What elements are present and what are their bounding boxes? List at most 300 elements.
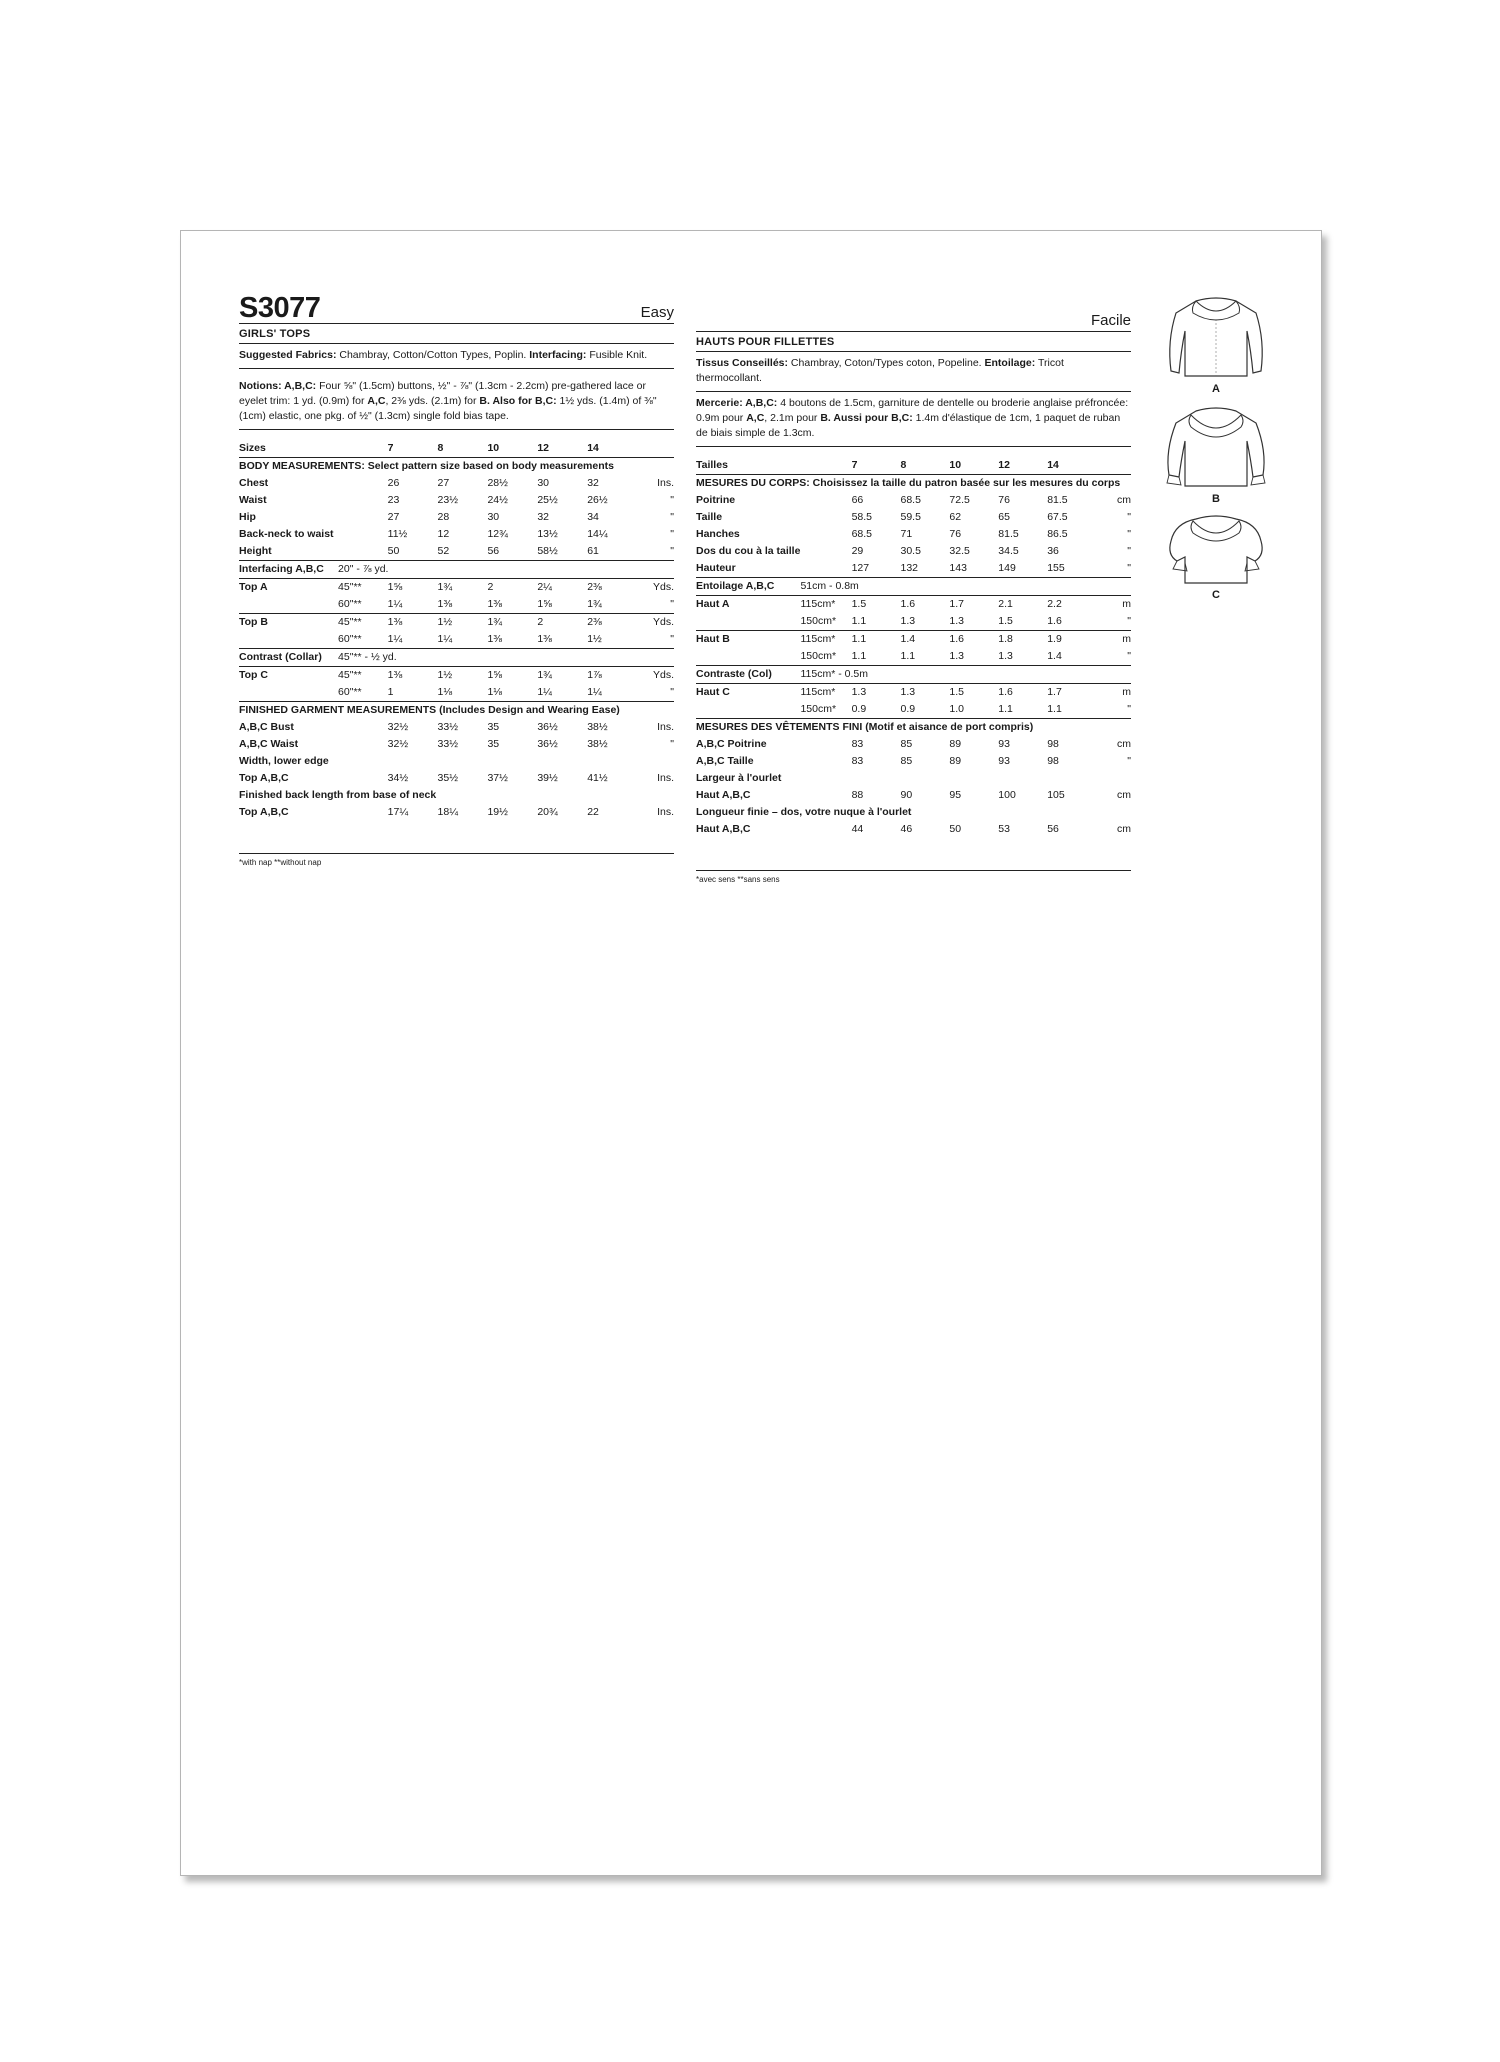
row-label: A,B,C Bust — [239, 721, 294, 733]
table-cell: 100 — [998, 789, 1016, 801]
table-cell: 89 — [949, 738, 962, 750]
fabric-width — [800, 753, 851, 770]
table-cell: 1.4 — [900, 631, 949, 649]
notions-b-fr: B. Aussi pour B,C: — [820, 412, 913, 424]
fabric-width — [338, 770, 388, 787]
row-label: Height — [239, 543, 338, 561]
table-cell: 68.5 — [851, 528, 873, 540]
table-row — [696, 631, 1131, 649]
table-cell: 1⅛ — [487, 684, 537, 702]
row-label — [696, 613, 800, 631]
spacer — [338, 440, 388, 458]
unit-cell: Yds. — [637, 614, 674, 632]
table-cell: 149 — [998, 560, 1047, 578]
table-cell: 24½ — [487, 494, 508, 506]
size-number: 7 — [852, 457, 901, 475]
size-number: 12 — [998, 457, 1047, 475]
table-cell: 1⅜ — [438, 596, 488, 614]
table-row — [239, 509, 674, 526]
row-label: Contraste (Col) — [696, 666, 800, 684]
table-row — [239, 667, 674, 685]
notions — [239, 369, 674, 430]
size-number: 12 — [537, 440, 587, 458]
fabric-width: 150cm* — [800, 701, 851, 719]
table-cell: 22 — [587, 806, 599, 818]
table-cell: 1½ — [437, 669, 453, 681]
table-cell: 28 — [437, 511, 450, 523]
table-cell: 1¾ — [487, 614, 537, 632]
row-label: Haut C — [696, 686, 730, 698]
table-cell: 1.3 — [851, 686, 867, 698]
table-cell: 52 — [438, 543, 488, 561]
table-cell: 58½ — [537, 543, 587, 561]
table-cell: 132 — [900, 560, 949, 578]
size-number: 8 — [900, 457, 949, 475]
unit-cell: " — [670, 494, 674, 506]
table-row — [696, 560, 1131, 578]
table-cell: 88 — [851, 789, 864, 801]
table-row — [239, 649, 674, 667]
table-cell: 1¾ — [537, 669, 552, 681]
table-cell: 1.5 — [852, 596, 901, 614]
table-cell: 29 — [851, 545, 864, 557]
fabric-width — [800, 526, 851, 543]
table-cell: 50 — [388, 543, 438, 561]
section-header-text: FINISHED GARMENT MEASUREMENTS (Includes Design and Wearing Ease) — [239, 704, 620, 716]
unit-cell: " — [1096, 648, 1131, 666]
table-cell: 36½ — [537, 721, 558, 733]
fabric-width: 150cm* — [800, 613, 851, 631]
size-number: 7 — [388, 440, 438, 458]
table-cell: 1.8 — [998, 631, 1047, 649]
table-cell: 61 — [587, 543, 637, 561]
view-c-sketch — [1161, 511, 1271, 621]
unit-cell: m — [1096, 596, 1131, 614]
table-cell: 23½ — [437, 494, 458, 506]
fabric-width — [338, 543, 388, 561]
table-cell: 1⅛ — [438, 684, 488, 702]
view-a-label: A — [1212, 383, 1220, 395]
english-subtitle: GIRLS' TOPS — [239, 324, 674, 344]
table-cell: 18¼ — [437, 806, 458, 818]
table-cell: 32½ — [387, 721, 409, 733]
table-cell: 1.3 — [949, 648, 998, 666]
row-label: Chest — [239, 477, 269, 489]
table-cell: 105 — [1047, 789, 1065, 801]
row-label: A,B,C Poitrine — [696, 738, 767, 750]
table-cell: 26 — [387, 477, 400, 489]
unit-cell: cm — [1117, 738, 1131, 750]
table-cell: 1¼ — [587, 684, 637, 702]
table-cell: 1.1 — [900, 648, 949, 666]
row-label: Hanches — [696, 528, 740, 540]
table-cell: 68.5 — [900, 494, 921, 506]
notions-text-fr: , 2.1m pour — [764, 412, 821, 424]
row-label: Haut B — [696, 631, 800, 649]
table-cell: 2.1 — [998, 596, 1047, 614]
table-cell: 1.6 — [949, 631, 998, 649]
unit-cell: " — [670, 738, 674, 750]
table-cell: 34½ — [387, 772, 409, 784]
row-label — [239, 596, 338, 614]
table-cell: 1¼ — [388, 631, 438, 649]
table-cell: 41½ — [587, 772, 608, 784]
table-row — [239, 614, 674, 632]
table-cell: 81.5 — [1047, 494, 1068, 506]
table-cell: 98 — [1047, 738, 1059, 750]
fabric-width: 150cm* — [800, 648, 851, 666]
table-cell: 30.5 — [900, 545, 921, 557]
table-cell: 1.1 — [852, 631, 901, 649]
pattern-envelope-back — [180, 230, 1322, 1876]
section-header — [239, 702, 674, 720]
table-cell: 66 — [851, 494, 864, 506]
table-cell: 1¼ — [438, 631, 488, 649]
row-label — [239, 631, 338, 649]
unit-cell: " — [670, 511, 674, 523]
row-value: 20" - ⅞ yd. — [338, 561, 674, 579]
fabrics-text: Chambray, Cotton/Cotton Types, Poplin. — [336, 349, 530, 361]
fabric-width — [800, 509, 851, 526]
table-cell: 32 — [537, 511, 550, 523]
row-value: 115cm* - 0.5m — [800, 666, 1131, 684]
table-cell: 67.5 — [1047, 511, 1068, 523]
section-header-text: Width, lower edge — [239, 755, 329, 767]
table-cell: 2 — [537, 614, 587, 632]
table-cell: 35½ — [437, 772, 458, 784]
table-cell: 62 — [949, 511, 962, 523]
table-cell: 93 — [998, 738, 1010, 750]
table-row — [696, 666, 1131, 684]
row-label: Top A — [239, 579, 338, 597]
section-header-text: MESURES DU CORPS: Choisissez la taille du patron basée sur les mesures du corps — [696, 477, 1121, 489]
table-cell: 1.3 — [900, 613, 949, 631]
table-cell: 1.9 — [1047, 631, 1096, 649]
table-cell: 32.5 — [949, 545, 970, 557]
table-cell: 36 — [1047, 545, 1059, 557]
table-cell: 95 — [949, 789, 962, 801]
unit-cell: " — [1127, 755, 1131, 767]
table-cell: 1.7 — [949, 596, 998, 614]
table-row — [696, 492, 1131, 509]
table-cell: 0.9 — [852, 701, 901, 719]
row-label: Haut A,B,C — [696, 823, 751, 835]
table-cell: 1½ — [438, 614, 488, 632]
table-cell: 1.1 — [998, 701, 1047, 719]
unit-cell: Ins. — [657, 772, 674, 784]
table-cell: 71 — [900, 528, 913, 540]
table-cell: 2⅜ — [587, 614, 637, 632]
view-a-sketch — [1161, 291, 1271, 401]
table-cell: 1⅜ — [388, 614, 438, 632]
row-label: Top A,B,C — [239, 806, 289, 818]
table-cell: 1⅜ — [487, 596, 537, 614]
table-cell: 1¾ — [587, 596, 637, 614]
section-header-text: Largeur à l'ourlet — [696, 772, 782, 784]
table-cell: 2⅜ — [587, 579, 637, 597]
table-cell: 127 — [852, 560, 901, 578]
table-row — [696, 684, 1131, 702]
section-header — [696, 804, 1131, 821]
view-sketches — [1161, 291, 1271, 621]
mercerie — [696, 392, 1131, 447]
unit-cell: " — [1127, 528, 1131, 540]
table-cell: 20¾ — [537, 806, 558, 818]
fabric-width: 60"** — [338, 631, 388, 649]
table-cell: 1⅝ — [388, 579, 438, 597]
table-row — [696, 578, 1131, 596]
row-label: A,B,C Taille — [696, 755, 754, 767]
english-column — [239, 281, 674, 867]
unit-cell: " — [670, 528, 674, 540]
table-row — [696, 648, 1131, 666]
table-cell: 27 — [387, 511, 400, 523]
unit-cell: Yds. — [652, 669, 674, 681]
fabrics-label: Suggested Fabrics: — [239, 349, 337, 361]
notions-text: , 2⅜ yds. (2.1m) for — [385, 395, 480, 407]
table-cell: 19½ — [487, 806, 508, 818]
table-cell: 1.6 — [1047, 613, 1096, 631]
suggested-fabrics — [239, 344, 674, 369]
table-cell: 1.0 — [949, 701, 998, 719]
table-cell: 11½ — [387, 528, 408, 540]
row-label: A,B,C Waist — [239, 738, 299, 750]
table-cell: 30 — [487, 511, 500, 523]
english-footnote: *with nap **without nap — [239, 853, 674, 867]
table-cell: 1.5 — [998, 613, 1047, 631]
row-label: Haut A,B,C — [696, 789, 751, 801]
table-row — [696, 736, 1131, 753]
fabric-width — [800, 492, 851, 509]
fabric-width — [338, 492, 388, 509]
french-title-row — [696, 281, 1131, 332]
table-row — [239, 475, 674, 492]
table-cell: 1⅞ — [587, 669, 602, 681]
unit-cell: Ins. — [657, 477, 674, 489]
spacer — [637, 440, 674, 458]
section-header — [696, 719, 1131, 737]
row-label: Waist — [239, 494, 267, 506]
table-cell: 56 — [1047, 823, 1059, 835]
table-row — [696, 787, 1131, 804]
table-cell: 1⅜ — [537, 631, 587, 649]
notions-text-fr: 4 boutons de 1.5cm, garniture de dentelle ou broderie anglaise préfroncée: 0.9m pour — [696, 397, 1129, 424]
table-cell: 58.5 — [851, 511, 873, 523]
table-cell: 35 — [487, 721, 500, 733]
table-row — [239, 770, 674, 787]
table-row — [239, 543, 674, 561]
row-label — [696, 701, 800, 719]
table-row — [239, 804, 674, 821]
table-row — [696, 821, 1131, 838]
blouse-c-icon — [1161, 511, 1271, 591]
unit-cell: " — [637, 543, 674, 561]
fabrics-text-fr: Chambray, Coton/Types coton, Popeline. — [788, 357, 985, 369]
table-cell: 85 — [900, 738, 913, 750]
table-cell: 83 — [851, 738, 864, 750]
table-cell: 1.3 — [998, 648, 1047, 666]
size-number: 10 — [949, 457, 998, 475]
table-cell: 34 — [587, 511, 599, 523]
blouse-b-icon — [1161, 401, 1271, 496]
table-cell: 83 — [851, 755, 864, 767]
notions-label-fr: Mercerie: A,B,C: — [696, 397, 778, 409]
fabric-width — [800, 560, 851, 578]
table-cell: 1.7 — [1047, 686, 1062, 698]
table-cell: 1⅝ — [487, 669, 503, 681]
unit-cell: " — [1096, 613, 1131, 631]
table-cell: 1⅝ — [537, 596, 587, 614]
table-cell: 1¼ — [388, 596, 438, 614]
section-header-text: Finished back length from base of neck — [239, 789, 437, 801]
unit-cell: cm — [1117, 789, 1131, 801]
table-cell: 28½ — [487, 477, 508, 489]
row-label: Hauteur — [696, 560, 800, 578]
unit-cell: m — [1096, 631, 1131, 649]
table-cell: 2¼ — [537, 579, 587, 597]
tissus-conseilles — [696, 352, 1131, 392]
fabric-width — [800, 543, 851, 560]
row-label: Top A,B,C — [239, 772, 289, 784]
table-row — [696, 701, 1131, 719]
unit-cell: m — [1122, 686, 1131, 698]
section-header — [696, 770, 1131, 787]
fabric-width: 60"** — [338, 596, 388, 614]
notions-text: 1½ yds. (1.4m) of ⅜" (1cm) elastic, one pkg. of ½" (1.3cm) single fold bias tape. — [239, 395, 657, 422]
section-header — [696, 475, 1131, 493]
table-cell: 1¼ — [537, 684, 587, 702]
table-cell: 1.1 — [852, 648, 901, 666]
table-cell: 89 — [949, 755, 962, 767]
table-cell: 35 — [487, 738, 500, 750]
table-row — [239, 579, 674, 597]
spacer — [1096, 457, 1131, 475]
table-row — [239, 492, 674, 509]
section-header — [239, 787, 674, 804]
table-cell: 27 — [437, 477, 450, 489]
fabric-width: 45"** — [338, 579, 388, 597]
size-number: 14 — [587, 440, 637, 458]
unit-cell: " — [1127, 545, 1131, 557]
notions-text-fr: 1.4m d'élastique de 1cm, 1 paquet de ruban de biais simple de 1.3cm. — [696, 412, 1121, 439]
table-row — [696, 543, 1131, 560]
french-measurement-table — [696, 457, 1131, 838]
fabric-width — [800, 736, 851, 753]
sizes-header — [239, 440, 674, 458]
row-label: Entoilage A,B,C — [696, 578, 800, 596]
table-cell: 12¾ — [487, 528, 508, 540]
table-cell: 1½ — [587, 631, 637, 649]
row-label: Top B — [239, 614, 338, 632]
table-cell: 39½ — [537, 772, 558, 784]
table-cell: 2.2 — [1047, 596, 1096, 614]
table-cell: 59.5 — [900, 511, 921, 523]
interfacing-text-fr: Tricot thermocollant. — [696, 357, 1064, 384]
table-cell: 98 — [1047, 755, 1059, 767]
table-cell: 26½ — [587, 494, 608, 506]
notions-text: Four ⅝" (1.5cm) buttons, ½" - ⅞" (1.3cm - 2.2cm) pre-gathered lace or eyelet trim: 1 yd. (0.9m) for — [239, 380, 646, 407]
table-cell: 155 — [1047, 560, 1096, 578]
unit-cell: Ins. — [657, 806, 674, 818]
english-title-row — [239, 281, 674, 324]
notions-ac: A,C — [367, 395, 386, 407]
view-c-label: C — [1212, 589, 1220, 601]
fabric-width: 45"** — [338, 614, 388, 632]
table-cell: 23 — [387, 494, 400, 506]
table-row — [696, 596, 1131, 614]
fabric-width — [338, 526, 388, 543]
table-cell: 1¾ — [438, 579, 488, 597]
row-label: Back-neck to waist — [239, 528, 334, 540]
table-cell: 17¼ — [387, 806, 409, 818]
unit-cell: " — [1127, 511, 1131, 523]
table-cell: 76 — [998, 494, 1010, 506]
table-row — [696, 509, 1131, 526]
row-label: Contrast (Collar) — [239, 649, 338, 667]
table-row — [239, 631, 674, 649]
table-cell: 85 — [900, 755, 913, 767]
row-value: 45"** - ½ yd. — [338, 649, 674, 667]
row-label: Dos du cou à la taille — [696, 545, 801, 557]
table-cell: 90 — [900, 789, 913, 801]
table-row — [239, 596, 674, 614]
view-b-sketch — [1161, 401, 1271, 511]
table-cell: 65 — [998, 511, 1010, 523]
section-header — [239, 753, 674, 770]
english-measurement-table — [239, 440, 674, 821]
fabric-width: 115cm* — [800, 686, 836, 698]
table-cell: 53 — [998, 823, 1010, 835]
table-cell: 1.3 — [900, 686, 916, 698]
interfacing-text: Fusible Knit. — [586, 349, 648, 361]
unit-cell: " — [637, 684, 674, 702]
table-cell: 46 — [900, 823, 913, 835]
french-subtitle: HAUTS POUR FILLETTES — [696, 332, 1131, 352]
table-cell: 38½ — [587, 721, 608, 733]
table-cell: 33½ — [437, 738, 458, 750]
unit-cell: cm — [1117, 494, 1131, 506]
table-cell: 37½ — [487, 772, 508, 784]
table-cell: 34.5 — [998, 545, 1019, 557]
fabric-width — [338, 475, 388, 492]
fabric-width — [338, 719, 388, 736]
table-cell: 13½ — [537, 528, 558, 540]
table-row — [239, 736, 674, 753]
table-cell: 1⅜ — [487, 631, 537, 649]
sizes-label: Tailles — [696, 457, 800, 475]
table-cell: 36½ — [537, 738, 558, 750]
table-cell: 38½ — [587, 738, 608, 750]
unit-cell: Ins. — [657, 721, 674, 733]
size-number: 8 — [438, 440, 488, 458]
interfacing-label: Interfacing: — [529, 349, 587, 361]
fabric-width — [800, 821, 851, 838]
french-column — [696, 281, 1131, 884]
table-cell: 12 — [437, 528, 450, 540]
unit-cell: " — [1096, 701, 1131, 719]
interfacing-label-fr: Entoilage: — [984, 357, 1036, 369]
table-cell: 81.5 — [998, 528, 1019, 540]
fabric-width: 115cm* — [800, 596, 851, 614]
row-label: Taille — [696, 511, 723, 523]
row-label: Poitrine — [696, 494, 736, 506]
fabric-width: 115cm* — [800, 631, 851, 649]
table-cell: 0.9 — [900, 701, 949, 719]
table-row — [696, 526, 1131, 543]
fabric-width — [800, 787, 851, 804]
fabric-width: 60"** — [338, 684, 388, 702]
table-cell: 30 — [537, 477, 550, 489]
